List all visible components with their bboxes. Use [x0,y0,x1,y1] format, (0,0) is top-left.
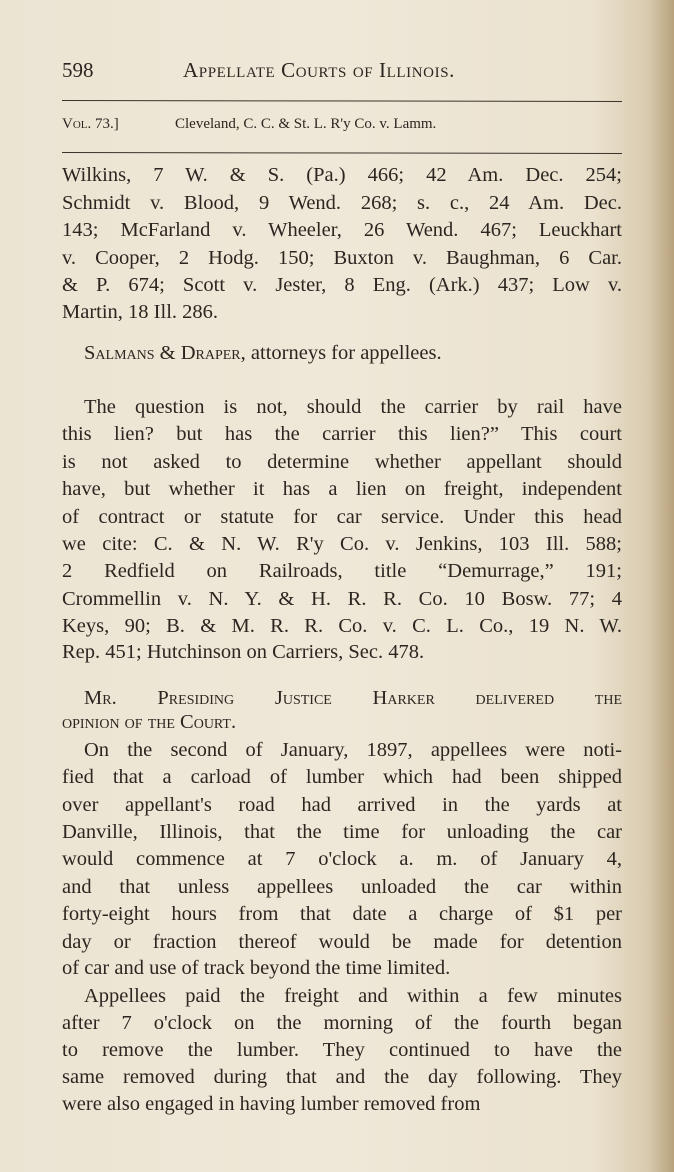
text-line: forty-eight hours from that date a charge of $1 per [62,903,622,925]
text-line: after 7 o'clock on the morning of the fourth began [62,1012,622,1034]
running-title: Appellate Courts of Illinois. [183,58,456,82]
text-line: of contract or statute for car service. Under this head [62,506,622,528]
text-line: day or fraction thereof would be made for detention [62,931,622,953]
text-line: we cite: C. & N. W. R'y Co. v. Jenkins, 103 Ill. 588; [62,533,622,555]
opinion-heading: opinion of the Court. [62,711,237,733]
volume-label: Vol. 73.] [62,116,119,132]
page-number: 598 [62,58,94,82]
text-line: this lien? but has the carrier this lien?” This court [62,423,622,445]
attorney-names: Salmans & Draper [84,342,241,364]
header-rule [62,100,622,102]
text-line: fied that a carload of lumber which had been shipped [62,766,622,788]
text-line: Rep. 451; Hutchinson on Carriers, Sec. 478. [62,641,425,663]
case-title: Cleveland, C. C. & St. L. R'y Co. v. Lamm. [175,116,437,132]
text-line: Crommellin v. N. Y. & H. R. R. Co. 10 Bosw. 77; 4 [62,588,622,610]
text-line: Schmidt v. Blood, 9 Wend. 268; s. c., 24 Am. Dec. [62,192,622,214]
text-line: to remove the lumber. They continued to have the [62,1039,622,1061]
text-line: 143; McFarland v. Wheeler, 26 Wend. 467; Leuckhart [62,219,622,241]
text-line: On the second of January, 1897, appellees were noti- [84,739,622,761]
text-line: Appellees paid the freight and within a few minutes [84,985,622,1007]
text-line: have, but whether it has a lien on freight, independent [62,478,622,500]
text-line: is not asked to determine whether appellant should [62,451,622,473]
text-line: of car and use of track beyond the time limited. [62,957,451,979]
text-line: and that unless appellees unloaded the car within [62,876,622,898]
text-line: over appellant's road had arrived in the yards at [62,794,622,816]
text-line: Martin, 18 Ill. 286. [62,301,219,323]
text-line: same removed during that and the day following. They [62,1066,622,1088]
text-line: Keys, 90; B. & M. R. R. Co. v. C. L. Co., 19 N. W. [62,615,622,637]
attorneys-role: , attorneys for appellees. [240,342,442,364]
opinion-heading: Mr. Presiding Justice Harker delivered the [84,687,622,709]
text-line: Wilkins, 7 W. & S. (Pa.) 466; 42 Am. Dec. 254; [62,164,622,186]
text-line: The question is not, should the carrier by rail have [84,396,622,418]
text-line: 2 Redfield on Railroads, title “Demurrage,” 191; [62,560,622,582]
attorneys-line [84,341,622,365]
text-line: v. Cooper, 2 Hodg. 150; Buxton v. Baughman, 6 Car. [62,247,622,269]
text-line: Danville, Illinois, that the time for unloading the car [62,821,622,843]
text-line: would commence at 7 o'clock a. m. of January 4, [62,848,622,870]
text-line: were also engaged in having lumber removed from [62,1093,481,1115]
header-rule-2 [62,152,622,154]
text-line: & P. 674; Scott v. Jester, 8 Eng. (Ark.) 437; Low v. [62,274,622,296]
